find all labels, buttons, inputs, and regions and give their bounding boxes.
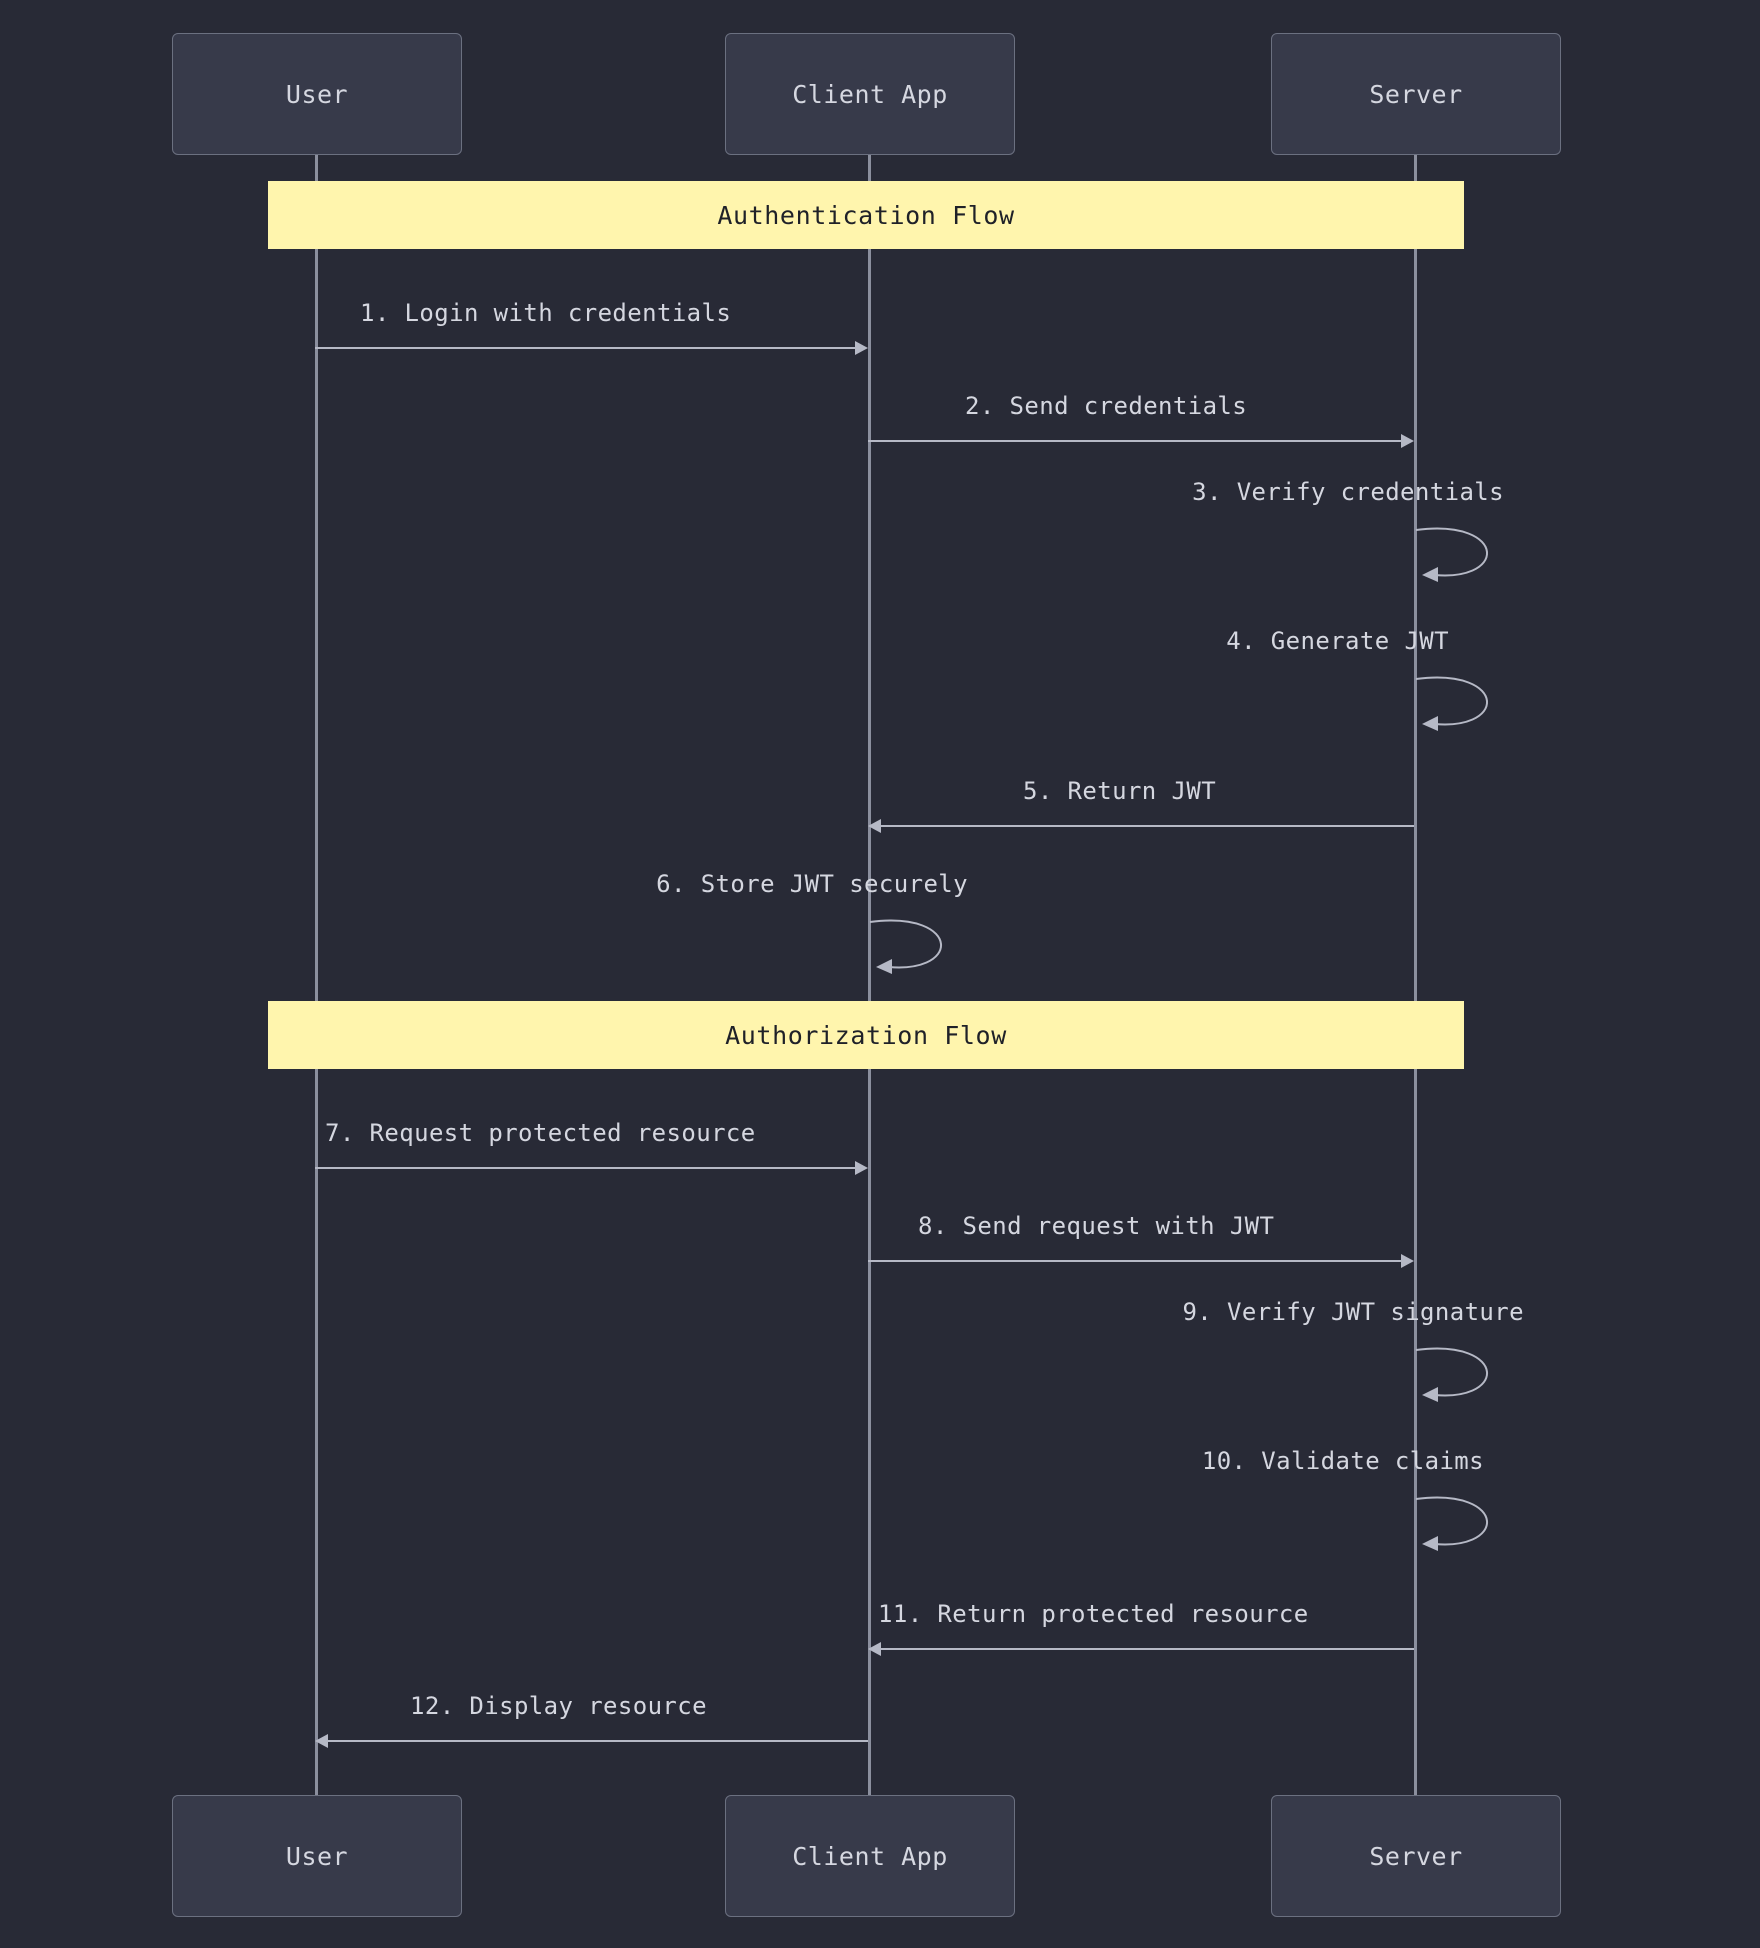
self-loop-icon xyxy=(1414,1479,1614,1569)
self-loop-icon xyxy=(868,902,1068,992)
actor-box-client-bottom[interactable] xyxy=(725,1795,1015,1917)
message-line xyxy=(868,440,1401,442)
actor-box-client-top[interactable] xyxy=(725,33,1015,155)
message-label: 5. Return JWT xyxy=(1023,777,1217,805)
actor-box-server-bottom[interactable] xyxy=(1271,1795,1561,1917)
actor-label: Server xyxy=(1369,1841,1463,1871)
message-label: 2. Send credentials xyxy=(965,392,1248,420)
message-line xyxy=(315,347,855,349)
message-label: 4. Generate JWT xyxy=(1226,627,1449,655)
self-message-6 xyxy=(656,870,1068,992)
section-band-authentication-flow xyxy=(268,181,1464,249)
lifeline-user xyxy=(315,155,318,1795)
section-label: Authentication Flow xyxy=(717,200,1015,230)
arrow-head-right-icon xyxy=(855,1161,868,1175)
message-label: 6. Store JWT securely xyxy=(656,870,968,898)
message-line xyxy=(881,1648,1414,1650)
message-line xyxy=(881,825,1414,827)
actor-label: Client App xyxy=(792,79,948,109)
message-label: 11. Return protected resource xyxy=(878,1600,1309,1628)
arrow-head-right-icon xyxy=(1401,1254,1414,1268)
message-line xyxy=(868,1260,1401,1262)
self-message-10 xyxy=(1201,1447,1614,1569)
arrow-head-right-icon xyxy=(855,341,868,355)
message-label: 9. Verify JWT signature xyxy=(1182,1298,1524,1326)
message-line xyxy=(315,1167,855,1169)
arrow-head-left-icon xyxy=(868,819,881,833)
actor-box-user-bottom[interactable] xyxy=(172,1795,462,1917)
self-loop-icon xyxy=(1414,510,1614,600)
actor-label: Client App xyxy=(792,1841,948,1871)
section-label: Authorization Flow xyxy=(725,1020,1007,1050)
message-label: 7. Request protected resource xyxy=(325,1119,756,1147)
self-message-3 xyxy=(1192,478,1614,600)
self-loop-icon xyxy=(1414,1330,1614,1420)
actor-label: Server xyxy=(1369,79,1463,109)
message-label: 10. Validate claims xyxy=(1201,1447,1484,1475)
actor-box-server-top[interactable] xyxy=(1271,33,1561,155)
actor-label: User xyxy=(285,79,349,109)
message-label: 12. Display resource xyxy=(410,1692,707,1720)
message-label: 8. Send request with JWT xyxy=(918,1212,1275,1240)
section-band-authorization-flow xyxy=(268,1001,1464,1069)
message-label: 1. Login with credentials xyxy=(360,299,732,327)
actor-box-user-top[interactable] xyxy=(172,33,462,155)
arrow-head-left-icon xyxy=(868,1642,881,1656)
self-loop-icon xyxy=(1414,659,1614,749)
message-label: 3. Verify credentials xyxy=(1192,478,1504,506)
arrow-head-left-icon xyxy=(315,1734,328,1748)
message-line xyxy=(328,1740,868,1742)
arrow-head-right-icon xyxy=(1401,434,1414,448)
self-message-4 xyxy=(1226,627,1614,749)
self-message-9 xyxy=(1182,1298,1614,1420)
actor-label: User xyxy=(285,1841,349,1871)
